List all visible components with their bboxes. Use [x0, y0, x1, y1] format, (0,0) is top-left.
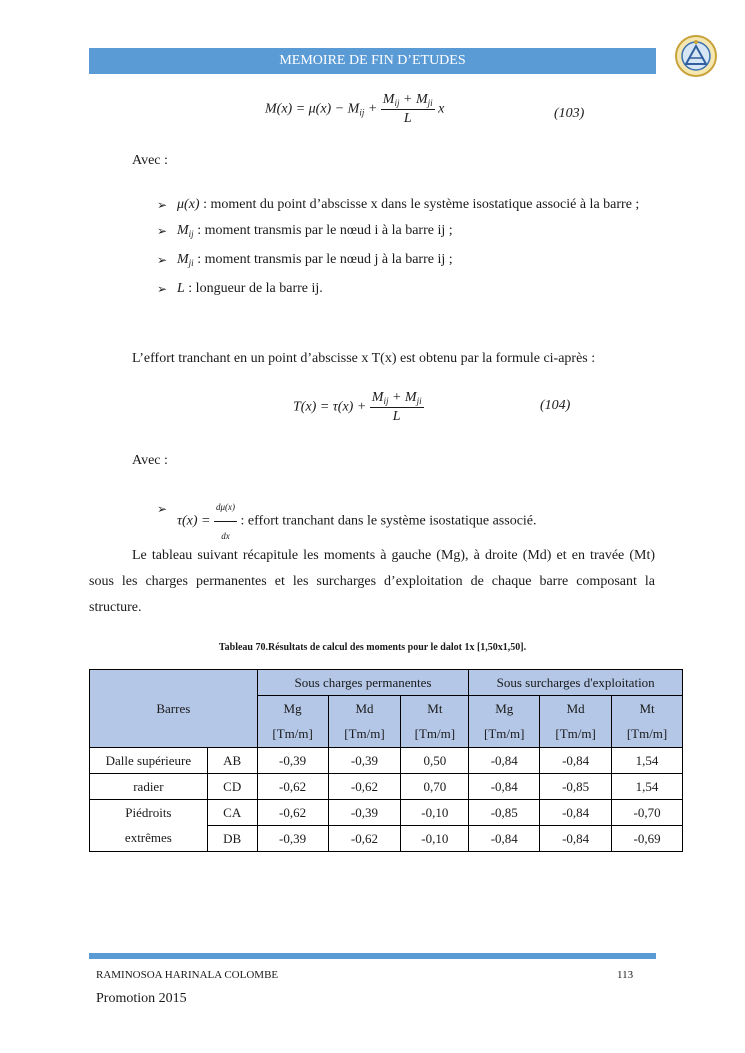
- bullet-text: : longueur de la barre ij.: [184, 281, 323, 296]
- bullet-text: : moment transmis par le nœud j à la barre ij ;: [193, 252, 453, 267]
- eq104-num-b-sub: ji: [416, 396, 422, 406]
- avec-label-1: Avec :: [132, 153, 168, 168]
- avec-label-2: Avec :: [132, 453, 168, 468]
- eq104-fraction: [370, 390, 424, 425]
- value-cell: -0,39: [328, 748, 401, 774]
- bar-cell: CD: [207, 774, 257, 800]
- bullet-symbol-sub: ij: [188, 229, 194, 239]
- bullet-symbol-sub: ji: [188, 258, 194, 268]
- value-cell: -0,62: [257, 800, 328, 826]
- table-row: [90, 826, 683, 852]
- eq103-num-b-sub: ji: [427, 98, 433, 108]
- equation-103-number: (103): [554, 106, 585, 121]
- eq103-lhs-sub: ij: [359, 107, 365, 118]
- university-seal-icon: [674, 34, 718, 78]
- eq103-num-b: M: [415, 92, 428, 107]
- value-cell: -0,84: [469, 826, 540, 852]
- value-cell: 1,54: [612, 748, 683, 774]
- value-cell: -0,70: [612, 800, 683, 826]
- eq104-den: L: [392, 409, 401, 424]
- value-cell: -0,85: [469, 800, 540, 826]
- unit-header: [Tm/m]: [469, 722, 540, 748]
- value-cell: -0,85: [540, 774, 612, 800]
- value-cell: 1,54: [612, 774, 683, 800]
- arrow-bullet-icon: ➢: [157, 253, 168, 267]
- column-header: Md: [328, 696, 401, 722]
- column-header: Mt: [612, 696, 683, 722]
- page-number: 113: [617, 969, 634, 981]
- eq103-plus: +: [367, 101, 378, 117]
- eq104-lhs: T(x) = τ(x) +: [293, 399, 367, 415]
- footer-promotion: Promotion 2015: [96, 991, 187, 1006]
- eq104-num-plus: +: [388, 390, 405, 405]
- arrow-bullet-icon: ➢: [157, 224, 168, 238]
- eq103-lhs: M(x) = μ(x) − M: [265, 101, 360, 117]
- tau-lhs: τ(x) =: [177, 513, 211, 529]
- value-cell: -0,62: [257, 774, 328, 800]
- equation-103: [265, 92, 444, 127]
- table-row: [90, 800, 683, 826]
- value-cell: -0,84: [469, 774, 540, 800]
- eq103-fraction: [381, 92, 435, 127]
- unit-header: [Tm/m]: [612, 722, 683, 748]
- value-cell: -0,84: [540, 800, 612, 826]
- equation-104-number: (104): [540, 398, 571, 413]
- unit-header: [Tm/m]: [401, 722, 469, 748]
- moments-table: [89, 669, 683, 852]
- eq103-tail: x: [438, 101, 445, 117]
- value-cell: -0,39: [257, 748, 328, 774]
- column-header: Mt: [401, 696, 469, 722]
- unit-header: [Tm/m]: [257, 722, 328, 748]
- bullet-text: : moment transmis par le nœud i à la barre ij ;: [193, 223, 453, 238]
- value-cell: -0,39: [328, 800, 401, 826]
- column-header: Mg: [469, 696, 540, 722]
- value-cell: -0,69: [612, 826, 683, 852]
- effort-paragraph: L’effort tranchant en un point d’abscisse x T(x) est obtenu par la formule ci-après :: [132, 351, 596, 366]
- value-cell: -0,84: [540, 826, 612, 852]
- element-cell: Piédroits: [90, 800, 208, 826]
- value-cell: -0,10: [401, 826, 469, 852]
- bar-cell: DB: [207, 826, 257, 852]
- group-permanent-header: Sous charges permanentes: [257, 670, 469, 696]
- definitions-list: [157, 192, 655, 302]
- eq104-num-a-sub: ij: [383, 396, 389, 406]
- element-cell: radier: [90, 774, 208, 800]
- barres-header: Barres: [90, 670, 258, 748]
- page-header-title: MEMOIRE DE FIN D’ETUDES: [89, 48, 656, 74]
- list-item: [157, 192, 655, 218]
- value-cell: -0,39: [257, 826, 328, 852]
- arrow-bullet-icon: ➢: [157, 282, 168, 296]
- eq104-num-a: M: [371, 390, 384, 405]
- list-item: [157, 218, 655, 247]
- value-cell: -0,84: [540, 748, 612, 774]
- tau-fraction: [214, 494, 237, 549]
- element-cell: Dalle supérieure: [90, 748, 208, 774]
- value-cell: -0,10: [401, 800, 469, 826]
- column-header: Mg: [257, 696, 328, 722]
- tau-text: : effort tranchant dans le système isostatique associé.: [237, 513, 537, 529]
- list-item: [157, 276, 655, 302]
- list-item: [157, 247, 655, 276]
- bullet-text: : moment du point d’abscisse x dans le système isostatique associé à la barre ;: [199, 197, 640, 212]
- footer-author: RAMINOSOA HARINALA COLOMBE: [96, 969, 279, 981]
- eq103-num-a-sub: ij: [394, 98, 400, 108]
- value-cell: -0,84: [469, 748, 540, 774]
- eq104-num-b: M: [404, 390, 417, 405]
- tau-den: dx: [221, 531, 230, 541]
- unit-header: [Tm/m]: [540, 722, 612, 748]
- summary-paragraph: Le tableau suivant récapitule les moments à gauche (Mg), à droite (Md) et en travée (Mt) sous les charges permanentes et les surcharges d’exploitation de chaque barre composant la structure.: [89, 548, 655, 615]
- value-cell: -0,62: [328, 774, 401, 800]
- arrow-bullet-icon: ➢: [157, 198, 168, 212]
- tau-num: dμ(x): [214, 494, 237, 522]
- bar-cell: CA: [207, 800, 257, 826]
- value-cell: -0,62: [328, 826, 401, 852]
- group-exploitation-header: Sous surcharges d'exploitation: [469, 670, 683, 696]
- equation-104: [293, 390, 424, 425]
- column-header: Md: [540, 696, 612, 722]
- tau-definition: [157, 494, 537, 549]
- table-row: [90, 748, 683, 774]
- value-cell: 0,70: [401, 774, 469, 800]
- bar-cell: AB: [207, 748, 257, 774]
- bullet-symbol: M: [177, 223, 189, 238]
- eq103-den: L: [403, 111, 412, 126]
- eq103-num-a: M: [382, 92, 395, 107]
- eq103-num-plus: +: [399, 92, 416, 107]
- table-caption: Tableau 70.Résultats de calcul des moments pour le dalot 1x [1,50x1,50].: [218, 642, 527, 653]
- table-row: [90, 774, 683, 800]
- bullet-symbol: μ(x): [177, 197, 200, 212]
- footer-divider: [89, 953, 656, 959]
- value-cell: 0,50: [401, 748, 469, 774]
- bullet-symbol: L: [177, 281, 185, 296]
- arrow-bullet-icon: ➢: [157, 502, 168, 516]
- element-cell: extrêmes: [90, 826, 208, 852]
- unit-header: [Tm/m]: [328, 722, 401, 748]
- bullet-symbol: M: [177, 252, 189, 267]
